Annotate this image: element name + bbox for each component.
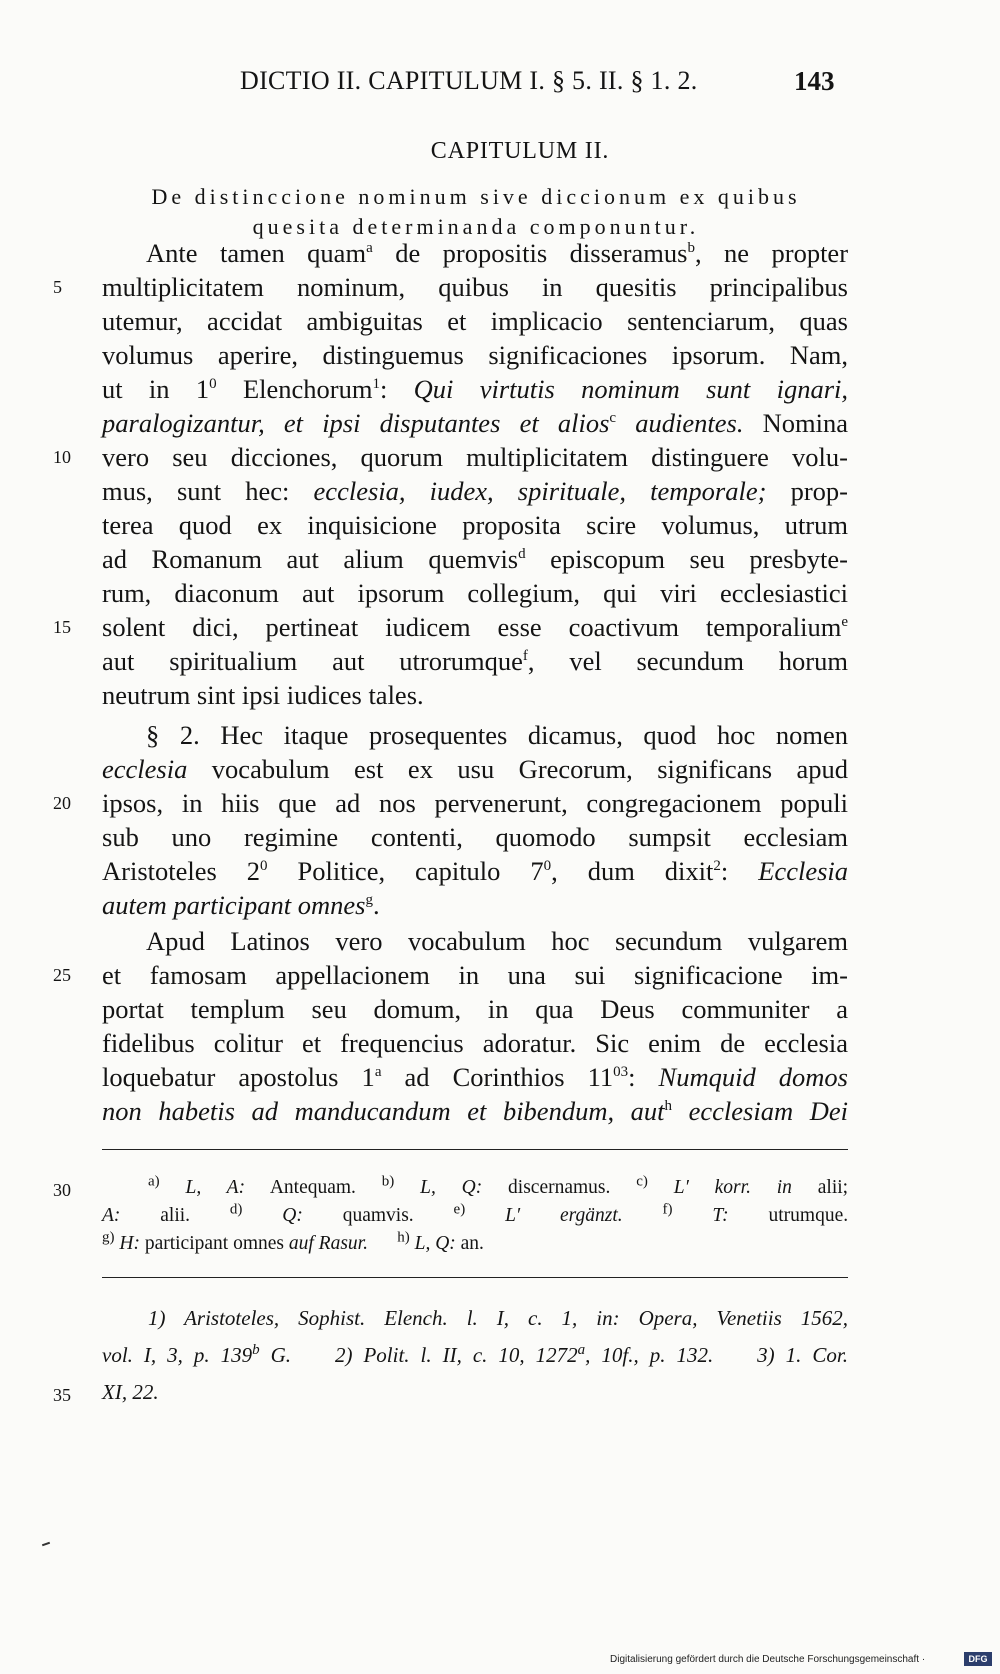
- running-head: DICTIO II. CAPITULUM I. § 5. II. § 1. 2.: [240, 66, 698, 95]
- text-line: aut spiritualium aut utrorumque$^f$, vel secundum horum: [102, 646, 848, 676]
- apparatus-line: $^{g)}$ H: participant omnes auf Rasur. $^{h)}$ L, Q: an.: [102, 1229, 484, 1254]
- text-line: non habetis ad manducandum et bibendum, aut$^h$ ecclesiam Dei: [102, 1096, 848, 1126]
- text-line: terea quod ex inquisicione proposita scire volumus, utrum: [102, 510, 848, 540]
- apparatus-line: $^{a)}$ L, A: Antequam. $^{b)}$ L, Q: discernamus. $^{c)}$ L′ korr. in alii;: [148, 1173, 849, 1198]
- text-line: ecclesia vocabulum est ex usu Grecorum, significans apud: [102, 754, 848, 784]
- text-line: Ante tamen quam$^a$ de propositis disseramus$^b$, ne propter: [146, 238, 849, 268]
- footnote-line: 1) Aristoteles, Sophist. Elench. l. I, c. 1, in: Opera, Venetiis 1562,: [148, 1306, 848, 1330]
- footnote-line: vol. I, 3, p. 139$^b$ G. 2) Polit. l. II, c. 10, 1272$^a$, 10f., p. 132. 3) 1. Cor.: [102, 1342, 848, 1367]
- line-number: 35: [53, 1385, 71, 1405]
- chapter-subtitle-line-1: De distinccione nominum sive diccionum ex quibus: [151, 184, 801, 209]
- page-number: 143: [794, 66, 835, 96]
- line-number: 25: [53, 965, 71, 985]
- text-line: portat templum seu domum, in qua Deus communiter a: [102, 994, 848, 1024]
- text-line: loquebatur apostolus 1$^a$ ad Corinthios $11^{03}$: Numquid domos: [102, 1062, 848, 1092]
- footnote-line: XI, 22.: [102, 1380, 159, 1404]
- dfg-logo-icon: DFG: [964, 1652, 992, 1666]
- line-number: 10: [53, 447, 71, 467]
- text-line: mus, sunt hec: ecclesia, iudex, spirituale, temporale; prop-: [102, 476, 848, 506]
- digitization-credit: Digitalisierung gefördert durch die Deutsche Forschungsgemeinschaft ·: [610, 1654, 926, 1665]
- text-line: sub uno regimine contenti, quomodo sumpsit ecclesiam: [102, 822, 848, 852]
- text-line: volumus aperire, distinguemus significaciones ipsorum. Nam,: [102, 340, 848, 370]
- line-number: 5: [53, 277, 62, 297]
- footnote-rule: [102, 1277, 848, 1278]
- section-mark: § 2.: [146, 720, 200, 750]
- apparatus-rule: [102, 1149, 848, 1150]
- text-line: paralogizantur, et ipsi disputantes et alios$^c$ audientes. Nomina: [102, 408, 849, 438]
- line-number: 20: [53, 793, 71, 813]
- stray-mark: [42, 1542, 50, 1547]
- text-line: multiplicitatem nominum, quibus in quesitis principalibus: [102, 272, 848, 302]
- text-line: ad Romanum aut alium quemvis$^d$ episcopum seu presbyte-: [102, 544, 848, 574]
- chapter-title: CAPITULUM II.: [430, 138, 610, 164]
- text-line: ut in $1^0$ Elenchorum$^1$: Qui virtutis nominum sunt ignari,: [102, 374, 848, 404]
- line-number: 15: [53, 617, 71, 637]
- text-line: vero seu dicciones, quorum multiplicitatem distinguere volu-: [102, 442, 848, 472]
- text-line: Aristoteles $2^0$ Politice, capitulo $7^0$, dum dixit$^2$: Ecclesia: [102, 856, 849, 886]
- text-line: solent dici, pertineat iudicem esse coactivum temporalium$^e$: [102, 612, 848, 642]
- text-line: autem participant omnes$^g$.: [102, 890, 380, 920]
- line-number: 30: [53, 1180, 71, 1200]
- text-line: fidelibus colitur et frequencius adoratur. Sic enim de ecclesia: [102, 1028, 848, 1058]
- text-line: neutrum sint ipsi iudices tales.: [102, 680, 424, 710]
- apparatus-line: A: alii. $^{d)}$ Q: quamvis. $^{e)}$ L′ ergänzt. $^{f)}$ T: utrumque.: [102, 1201, 849, 1226]
- text-line: utemur, accidat ambiguitas et implicacio sentenciarum, quas: [102, 306, 848, 336]
- text-line: et famosam appellacionem in una sui significacione im-: [102, 960, 848, 990]
- text-line: § 2. Hec itaque prosequentes dicamus, quod hoc nomen: [146, 720, 849, 750]
- text-line: ipsos, in hiis que ad nos pervenerunt, congregacionem populi: [102, 788, 848, 818]
- text-line: rum, diaconum aut ipsorum collegium, qui viri ecclesiastici: [102, 578, 848, 608]
- chapter-subtitle-line-2: quesita determinanda componuntur.: [252, 214, 700, 239]
- text-line: Apud Latinos vero vocabulum hoc secundum vulgarem: [146, 926, 848, 956]
